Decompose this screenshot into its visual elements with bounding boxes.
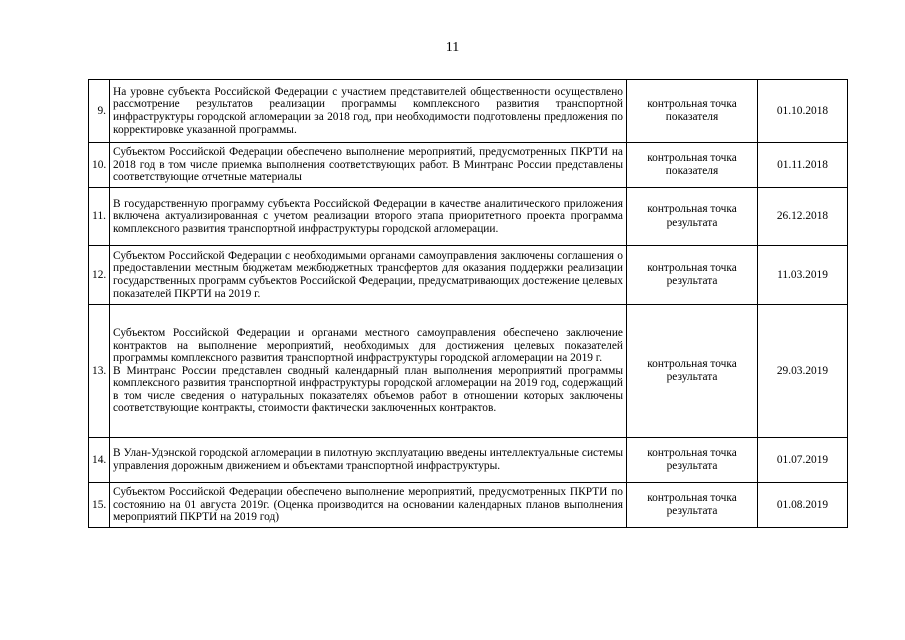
row-number: 11. (89, 188, 110, 246)
description-paragraph: В Улан-Удэнской городской агломерации в пилотную эксплуатацию введены интеллектуальные системы управления дорожным движением и объектами транспортной инфраструктуры. (113, 447, 623, 472)
row-description (110, 483, 627, 528)
control-point-date: 01.11.2018 (758, 143, 848, 188)
row-description (110, 246, 627, 305)
table-row (89, 143, 848, 188)
description-paragraph: В Минтранс России представлен сводный календарный план выполнения мероприятий программы комплексного развития транспортной инфраструктуры городской агломерации на 2019 год, содержащий в том числе сведения о натуральных показателях объемов работ в отношении которых заключены соответствующие контракты, стоимости фактически заключенных контрактов. (113, 364, 623, 415)
control-point-date: 26.12.2018 (758, 188, 848, 246)
row-number: 10. (89, 143, 110, 188)
control-point-type: контрольная точка результата (627, 246, 758, 305)
row-number: 15. (89, 483, 110, 528)
control-point-type: контрольная точка результата (627, 305, 758, 438)
description-paragraph: Субъектом Российской Федерации и органами местного самоуправления обеспечено заключение контрактов на выполнение мероприятий, необходимых для достижения целевых показателей программы комплексного развития транспортной инфраструктуры городской агломерации на 2019 г. (113, 326, 623, 365)
control-point-date: 01.07.2019 (758, 438, 848, 483)
row-description (110, 143, 627, 188)
control-point-date: 01.08.2019 (758, 483, 848, 528)
table-row (89, 188, 848, 246)
row-description (110, 438, 627, 483)
table-row (89, 438, 848, 483)
row-number: 12. (89, 246, 110, 305)
control-point-type: контрольная точка результата (627, 438, 758, 483)
control-point-date: 11.03.2019 (758, 246, 848, 305)
table-row (89, 483, 848, 528)
control-point-type: контрольная точка показателя (627, 80, 758, 143)
control-point-date: 01.10.2018 (758, 80, 848, 143)
description-paragraph: Субъектом Российской Федерации с необходимыми органами самоуправления заключены соглашения о предоставлении местным бюджетам межбюджетных трансфертов для оказания поддержки реализации государственных программ субъектов Российской Федерации, предусматривающих достежение целевых показателей ПКРТИ на 2019 г. (113, 249, 623, 300)
row-number: 9. (89, 80, 110, 143)
row-description (110, 80, 627, 143)
description-paragraph: В государственную программу субъекта Российской Федерации в качестве аналитического приложения включена актуализированная с учетом реализации второго этапа приоритетного проекта программа комплексного развития транспортной инфраструктуры городской агломерации. (113, 197, 623, 235)
control-point-type: контрольная точка показателя (627, 143, 758, 188)
row-number: 13. (89, 305, 110, 438)
description-paragraph: На уровне субъекта Российской Федерации с участием представителей общественности осуществлено рассмотрение результатов реализации программы комплексного развития транспортной инфраструктуры городской агломерации за 2018 год, при необходимости подготовлены предложения по корректировке указанной программы. (113, 85, 623, 136)
control-point-date: 29.03.2019 (758, 305, 848, 438)
control-point-type: контрольная точка результата (627, 188, 758, 246)
table-row (89, 305, 848, 438)
control-points-table (88, 79, 848, 528)
description-paragraph: Субъектом Российской Федерации обеспечено выполнение мероприятий, предусмотренных ПКРТИ по состоянию на 01 августа 2019г. (Оценка производится на основании календарных планов выполнения мероприятий ПКРТИ на 2019 год) (113, 486, 623, 524)
table-row (89, 246, 848, 305)
page-number: 11 (445, 40, 460, 55)
table-row (89, 80, 848, 143)
control-point-type: контрольная точка результата (627, 483, 758, 528)
description-paragraph: Субъектом Российской Федерации обеспечено выполнение мероприятий, предусмотренных ПКРТИ на 2018 год в том числе приемка выполнения соответствующих работ. В Минтранс России представлены соответствующие отчетные материалы (113, 146, 623, 184)
row-description (110, 305, 627, 438)
row-number: 14. (89, 438, 110, 483)
row-description (110, 188, 627, 246)
